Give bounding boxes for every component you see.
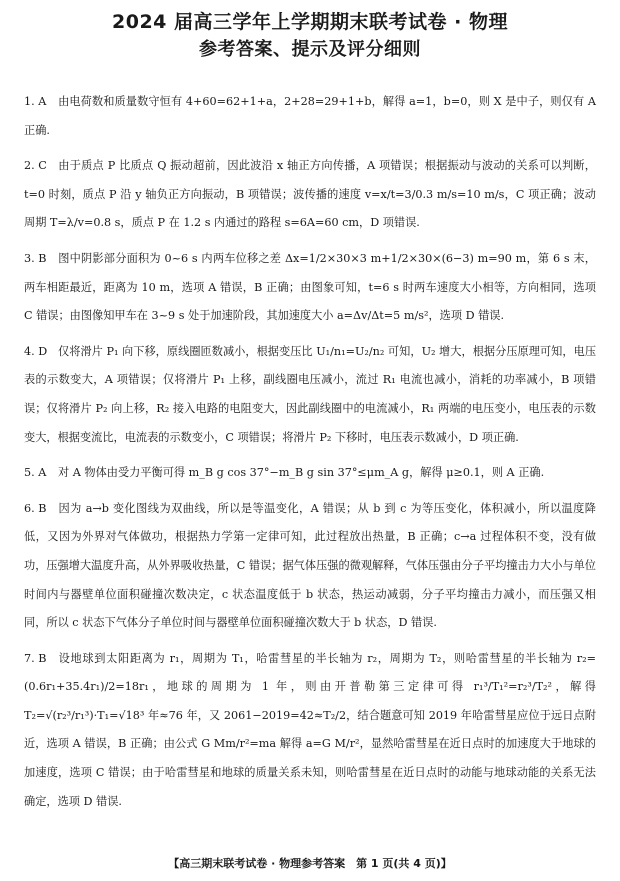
- answer-label: 5. A: [24, 466, 47, 480]
- answer-item: [24, 152, 596, 238]
- answer-label: 3. B: [24, 251, 47, 265]
- answer-label: 2. C: [24, 159, 47, 173]
- answer-text: 图中阴影部分面积为 0~6 s 内两车位移之差 Δx=1/2×30×3 m+1/2×30×(6−3) m=90 m，第 6 s 末，两车相距最近，距离为 10 m，选项 A 错误，B 正确；由图象可知，t=6 s 时两车速度大小相等，方向相同，选项 C 错误；由图像知甲车在 3~9 s 处于加速阶段，其加速度大小 a=Δv/Δt=5 m/s²，选项 D 错误.: [24, 251, 596, 323]
- answer-label: 7. B: [24, 651, 47, 665]
- answer-text: 仅将滑片 P₁ 向下移，原线圈匝数减小，根据变压比 U₁/n₁=U₂/n₂ 可知，U₂ 增大，根据分压原理可知，电压表的示数变大，A 项错误；仅将滑片 P₁ 上移，副线圈电压减小，流过 R₁ 电流也减小，消耗的功率减小，B 项错误；仅将滑片 P₂ 向上移，R₂ 接入电路的电阻变大，因此副线圈中的电流减小，R₁ 两端的电压变小，电压表的示数变大，根据变流比，电流表的示数变小，C 项错误；将滑片 P₂ 下移时，电压表示数减小，D 项正确.: [24, 344, 596, 444]
- answer-item: [24, 459, 596, 488]
- answer-item: [24, 338, 596, 452]
- answer-text: 设地球到太阳距离为 r₁，周期为 T₁，哈雷彗星的半长轴为 r₂，周期为 T₂，则哈雷彗星的半长轴为 r₂=(0.6r₁+35.4r₁)/2=18r₁，地球的周期为 1 年，则由开普勒第三定律可得 r₁³/T₁²=r₂³/T₂²，解得 T₂=√(r₂³/r₁³)·T₁=√18³ 年≈76 年，又 2061−2019=42≈T₂/2，结合题意可知 2019 年哈雷彗星应位于远日点附近，选项 A 错误，B 正确；由公式 G Mm/r²=ma 解得 a=G M/r²，显然哈雷彗星在近日点时的加速度大于地球的加速度，选项 C 错误；由于哈雷彗星和地球的质量关系未知，则哈雷彗星在近日点时的动能与地球动能的关系无法确定，选项 D 错误.: [24, 651, 596, 808]
- page-subtitle: 参考答案、提示及评分细则: [199, 39, 421, 60]
- answer-item: [24, 645, 596, 817]
- answer-text: 由于质点 P 比质点 Q 振动超前，因此波沿 x 轴正方向传播，A 项错误；根据振动与波动的关系可以判断，t=0 时刻，质点 P 沿 y 轴负正方向振动，B 项错误；波传播的速度 v=x/t=3/0.3 m/s=10 m/s，C 项正确；波动周期 T=λ/v=0.8 s，质点 P 在 1.2 s 内通过的路程 s=6A=60 cm，D 项错误.: [24, 159, 596, 230]
- page-footer: 【高三期末联考试卷 · 物理参考答案 第 1 页(共 4 页)】: [168, 857, 452, 870]
- answer-label: 1. A: [24, 95, 47, 108]
- answer-label: 6. B: [24, 501, 47, 515]
- answer-item: [24, 495, 596, 638]
- answer-text: 对 A 物体由受力平衡可得 m_B g cos 37°−m_B g sin 37°≤μm_A g，解得 μ≥0.1，则 A 正确.: [58, 466, 545, 480]
- answer-item: [24, 245, 596, 331]
- answer-text: 由电荷数和质量数守恒有 4+60=62+1+a，2+28=29+1+b，解得 a=1，b=0，则 X 是中子，则仅有 A 正确.: [24, 95, 596, 137]
- answer-list: [24, 88, 596, 816]
- page-title: 2024 届高三学年上学期期末联考试卷 · 物理: [112, 11, 508, 33]
- answer-item: [24, 88, 596, 145]
- answer-text: 因为 a→b 变化图线为双曲线，所以是等温变化，A 错误；从 b 到 c 为等压变化，体积减小，所以温度降低，又因为外界对气体做功，根据热力学第一定律可知，此过程放出热量，B 正确；c→a 过程体积不变，没有做功，压强增大温度升高，从外界吸收热量，C 错误；据气体压强的微观解释，气体压强由分子平均撞击力大小与单位时间内与器壁单位面积碰撞次数决定，c 状态温度低于 b 状态，热运动减弱，分子平均撞击力减小，而压强又相同，所以 c 状态下气体分子单位时间与器壁单位面积碰撞次数大于 b 状态，D 错误.: [24, 501, 596, 630]
- answer-label: 4. D: [24, 344, 48, 358]
